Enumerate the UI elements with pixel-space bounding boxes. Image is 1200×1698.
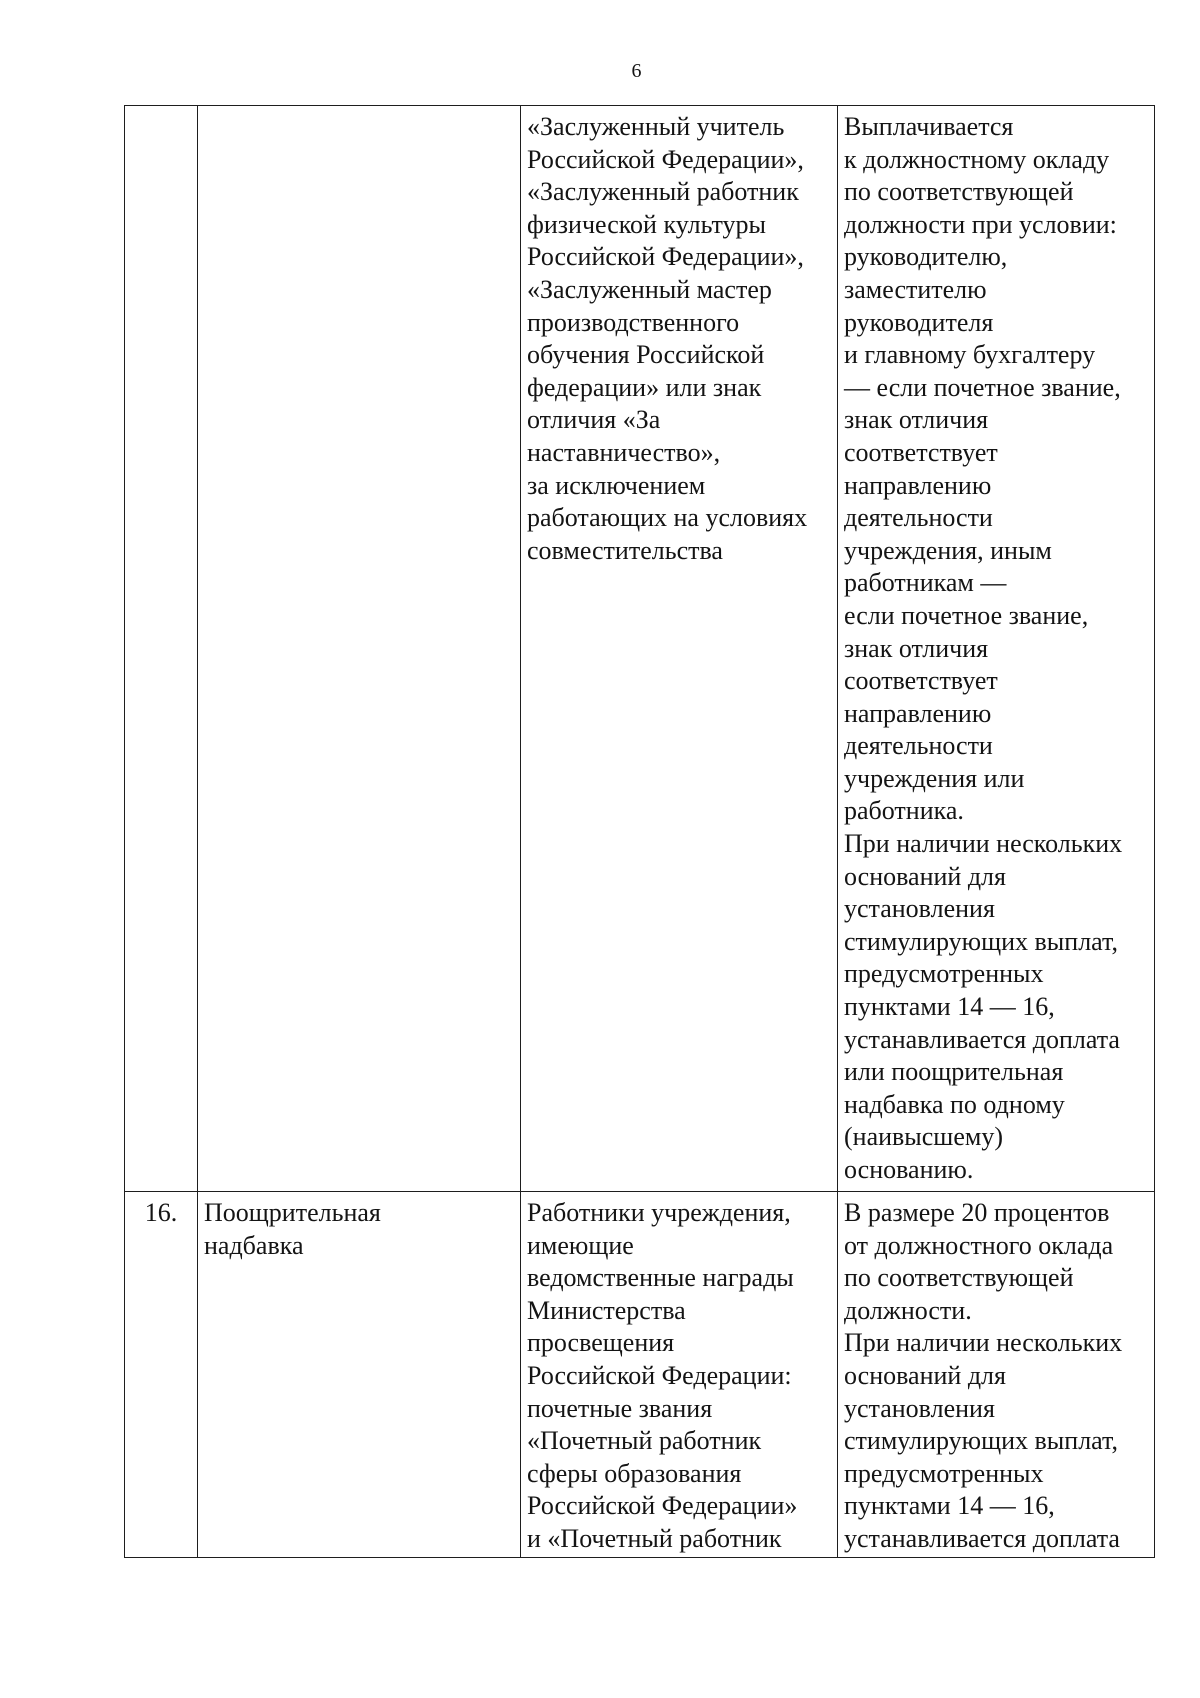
payment-type-cell [198, 106, 521, 1192]
row-number-cell [125, 106, 198, 1192]
recipients-cell: Работники учреждения, имеющие ведомственные награды Министерства просвещения Российской Федерации: почетные звания «Почетный работник сферы образования Российской Федерации» и «Почетный работник [521, 1192, 838, 1558]
payment-type-cell: Поощрительная надбавка [198, 1192, 521, 1558]
table-row [125, 1192, 1155, 1558]
conditions-cell: Выплачивается к должностному окладу по соответствующей должности при условии: руководителю, заместителю руководителя и главному бухгалтеру — если почетное звание, знак отличия соответствует направлению деятельности учреждения, иным работникам — если почетное звание, знак отличия соответствует направлению деятельности учреждения или работника. При наличии нескольких оснований для установления стимулирующих выплат, предусмотренных пунктами 14 — 16, устанавливается доплата или поощрительная надбавка по одному (наивысшему) основанию. [838, 106, 1155, 1192]
conditions-cell: В размере 20 процентов от должностного оклада по соответствующей должности. При наличии нескольких оснований для установления стимулирующих выплат, предусмотренных пунктами 14 — 16, устанавливается доплата [838, 1192, 1155, 1558]
table-row [125, 106, 1155, 1192]
page-number: 6 [631, 60, 642, 82]
row-number-cell: 16. [125, 1192, 198, 1558]
allowances-table [124, 105, 1155, 1558]
recipients-cell: «Заслуженный учитель Российской Федерации», «Заслуженный работник физической культуры Российской Федерации», «Заслуженный мастер производственного обучения Российской федерации» или знак отличия «За наставничество», за исключением работающих на условиях совместительства [521, 106, 838, 1192]
